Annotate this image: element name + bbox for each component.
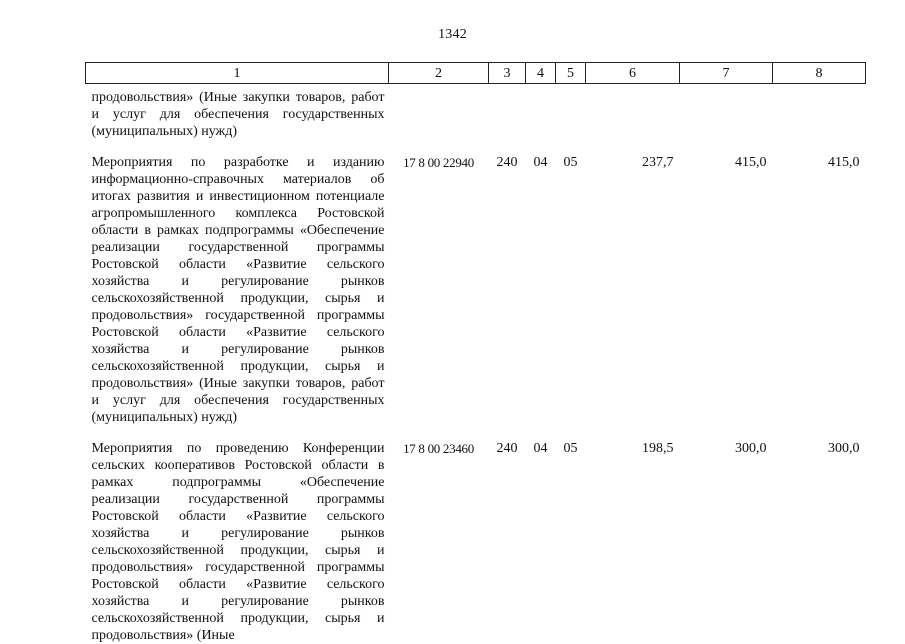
row-rz — [526, 84, 556, 141]
table-row — [86, 140, 866, 426]
row-vr: 240 — [496, 155, 518, 170]
row-value-2016 — [586, 84, 680, 141]
row-rz: 04 — [533, 441, 548, 456]
row-description: Мероприятия по разработке и изданию информационно-справочных материалов об итогах развития и инвестиционном потенциале агропромышленного комплекса Ростовской области в рамках подпрограммы «Обеспечение реализации государственной программы Ростовской области «Развитие сельского хозяйства и регулирование рынков сельскохозяйственной продукции, сырья и продовольствия» государственной программы Ростовской области «Развитие сельского хозяйства и регулирование рынков сельскохозяйственной продукции, сырья и продовольствия» (Иные закупки товаров, работ и услуг для обеспечения государственных (муниципальных) нужд) — [91, 155, 385, 425]
row-value-2018: 415,0 — [828, 155, 860, 170]
column-header: 5 — [556, 63, 586, 84]
row-vr — [489, 84, 526, 141]
row-pr: 05 — [563, 441, 578, 456]
row-value-2016: 237,7 — [642, 155, 674, 170]
column-header: 3 — [489, 63, 526, 84]
column-header: 8 — [773, 63, 866, 84]
row-pr: 05 — [563, 155, 578, 170]
row-pr — [556, 84, 586, 141]
row-value-2018 — [773, 84, 866, 141]
table-header-row — [86, 63, 866, 84]
row-code — [389, 84, 489, 141]
row-value-2017: 415,0 — [735, 155, 767, 170]
row-vr: 240 — [496, 441, 518, 456]
row-value-2016: 198,5 — [642, 441, 674, 456]
column-header: 2 — [389, 63, 489, 84]
row-description: Мероприятия по проведению Конференции сельских кооперативов Ростовской области в рамках подпрограммы «Обеспечение реализации государственной программы Ростовской области «Развитие сельского хозяйства и регулирование рынков сельскохозяйственной продукции, сырья и продовольствия» государственной программы Ростовской области «Развитие сельского хозяйства и регулирование рынков сельскохозяйственной продукции, сырья и продовольствия» (Иные — [91, 441, 385, 643]
row-value-2017: 300,0 — [735, 441, 767, 456]
column-header: 1 — [86, 63, 389, 84]
row-rz: 04 — [533, 155, 548, 170]
page-number: 1342 — [438, 27, 467, 42]
table-row — [86, 84, 866, 141]
column-header: 7 — [680, 63, 773, 84]
row-value-2018: 300,0 — [828, 441, 860, 456]
column-header: 6 — [586, 63, 680, 84]
row-code: 17 8 00 23460 — [403, 441, 474, 456]
column-header: 4 — [526, 63, 556, 84]
row-description: продовольствия» (Иные закупки товаров, работ и услуг для обеспечения государственных (муниципальных) нужд) — [91, 90, 385, 139]
row-code: 17 8 00 22940 — [403, 155, 474, 170]
table-row — [86, 426, 866, 644]
row-value-2017 — [680, 84, 773, 141]
budget-table — [85, 62, 866, 644]
